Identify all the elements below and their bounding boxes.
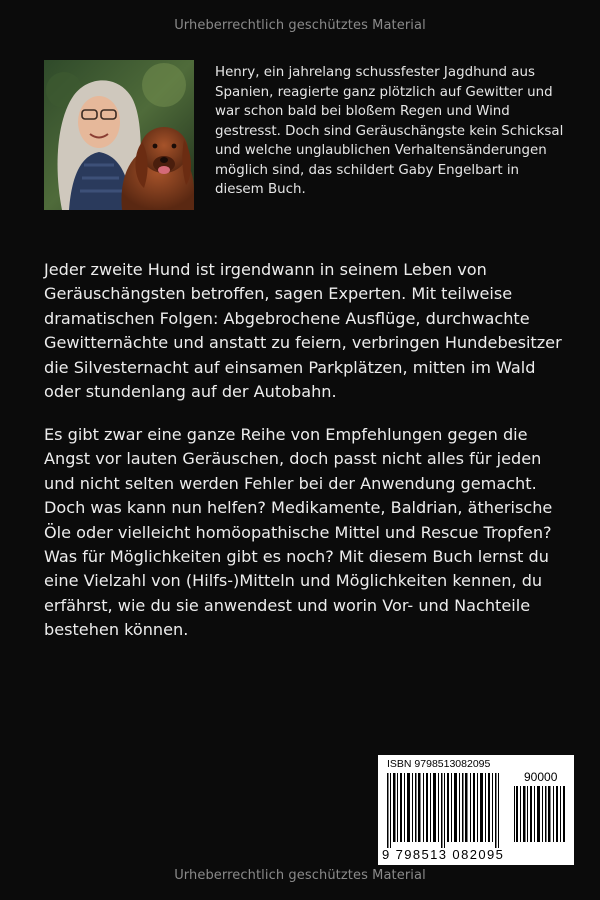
author-with-dog-image xyxy=(44,60,194,210)
description-paragraph-1: Jeder zweite Hund ist irgendwann in seinem Leben von Geräuschängsten betroffen, sagen Experten. Mit teilweise dramatischen Folgen: Abgebrochene Ausflüge, durchwachte Gewitternächte und anstatt zu feiern, verbringen Hundebesitzer die Silvesternacht auf einsamen Parkplätzen, mitten im Wald oder stundenlang auf der Autobahn. xyxy=(44,260,562,402)
author-photo xyxy=(44,60,194,210)
copyright-watermark-top: Urheberrechtlich geschütztes Material xyxy=(174,18,426,33)
isbn-text: ISBN 9798513082095 xyxy=(387,758,491,770)
description-paragraph-2: Es gibt zwar eine ganze Reihe von Empfehlungen gegen die Angst vor lauten Geräuschen, doch passt nicht alles für jeden und nicht selten werden Fehler bei der Anwendung gemacht. Doch was kann nun helfen? Medikamente, Baldrian, ätherische Öle oder vielleicht homöopathische Mittel und Rescue Tropfen? Was für Möglichkeiten gibt es noch? Mit diesem Buch lernst du eine Vielzahl von (Hilfs-)Mitteln und Möglichkeiten kennen, du erfährst, wie du sie anwendest und worin Vor- und Nachteile bestehen können. xyxy=(44,425,553,640)
barcode-digits: 9 798513 082095 xyxy=(382,847,505,862)
isbn-barcode xyxy=(378,755,574,865)
author-blurb: Henry, ein jahrelang schussfester Jagdhund aus Spanien, reagierte ganz plötzlich auf Gewitter und war schon bald bei bloßem Regen und Wind gestresst. Doch sind Geräuschängste kein Schicksal und welche unglaublichen Verhaltensänderungen möglich sind, das schildert Gaby Engelbart in diesem Buch. xyxy=(215,65,564,197)
copyright-watermark-bottom: Urheberrechtlich geschütztes Material xyxy=(174,868,426,883)
price-code: 90000 xyxy=(524,770,558,784)
